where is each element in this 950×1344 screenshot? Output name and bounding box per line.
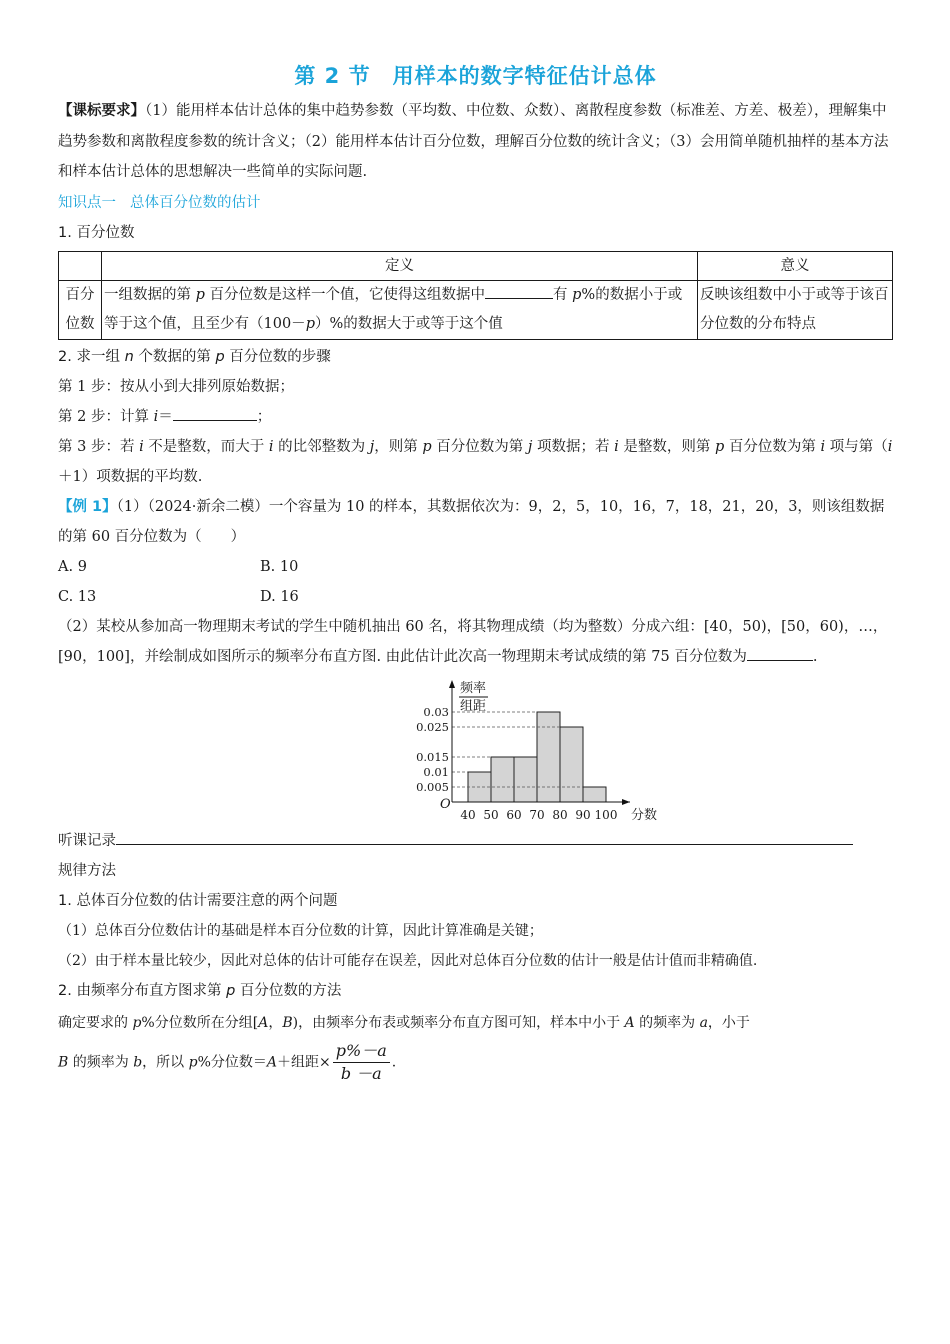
option-d[interactable]: D. 16 xyxy=(260,588,299,605)
options-row-1 xyxy=(58,552,893,582)
knowledge-point-label: 知识点一 xyxy=(58,194,116,211)
var-p: p xyxy=(226,982,236,999)
notes-line xyxy=(58,826,893,856)
step-text: ＋1）项数据的平均数. xyxy=(58,468,203,485)
formula-text: . xyxy=(391,1054,397,1070)
def-text: %的数据小于或等于这个值，且至少有（100－ xyxy=(104,286,683,332)
histogram-bar-[60,70) xyxy=(514,757,537,802)
heading-text: 百分位数的方法 xyxy=(235,982,342,999)
var-j: j xyxy=(369,438,375,455)
steps-heading xyxy=(58,342,893,372)
step-text: 是整数，则第 xyxy=(618,438,715,455)
formula-text: ＋组距× xyxy=(277,1054,331,1070)
var-p: p xyxy=(215,348,225,365)
var-a: a xyxy=(699,1014,708,1031)
table-definition-cell xyxy=(102,280,698,339)
y-axis-label-bottom: 组距 xyxy=(460,698,487,714)
step-text: ＝ xyxy=(158,408,173,425)
x-tick-label: 40 xyxy=(460,807,476,822)
x-tick-label: 100 xyxy=(594,807,618,822)
step-text: ，则第 xyxy=(374,438,423,455)
table-row-label: 百分位数 xyxy=(59,280,102,339)
question-text: （2）某校从参加高一物理期末考试的学生中随机抽出 60 名，将其物理成绩（均为整数）分成六组：[40，50)，[50，60)，…，[90，100]，并绘制成如图所示的频率分布直方图. 由此估计此次高一物理期末考试成绩的第 75 百分位数为 xyxy=(58,618,888,665)
step-text: 第 2 步：计算 xyxy=(58,408,154,425)
var-A: A xyxy=(258,1014,269,1031)
y-axis-label-top: 频率 xyxy=(460,680,487,696)
histogram-bar-[70,80) xyxy=(537,712,560,802)
x-tick-label: 70 xyxy=(529,807,545,822)
var-A: A xyxy=(266,1054,278,1070)
histogram-bar-[50,60) xyxy=(491,757,514,802)
step-text: ； xyxy=(256,408,272,425)
step-2 xyxy=(58,402,893,432)
var-n: n xyxy=(124,348,134,365)
var-p: p xyxy=(132,1014,142,1031)
var-p: p xyxy=(188,1054,198,1070)
x-axis-arrow-icon xyxy=(622,799,630,805)
table-header-meaning: 意义 xyxy=(698,251,893,280)
step-text: 百分位数为第 xyxy=(724,438,821,455)
method-2-heading xyxy=(58,976,893,1006)
step-text: 的比邻整数为 xyxy=(273,438,370,455)
def-text: ）%的数据大于或等于这个值 xyxy=(314,315,503,332)
method-1-point-1: （1）总体百分位数估计的基础是样本百分位数的计算，因此计算准确是关键； xyxy=(58,922,543,939)
formula-fraction xyxy=(333,1040,390,1085)
var-A: A xyxy=(624,1014,635,1031)
formula-text: 的频率为 xyxy=(634,1014,700,1031)
knowledge-point-title: 总体百分位数的估计 xyxy=(130,194,261,211)
notes-blank[interactable] xyxy=(116,830,853,845)
table-meaning-cell: 反映该组数中小于或等于该百分位数的分布特点 xyxy=(698,280,893,339)
heading-text: 2. 由频率分布直方图求第 xyxy=(58,982,227,999)
origin-label: O xyxy=(440,796,451,812)
var-i: i xyxy=(887,438,893,455)
var-B: B xyxy=(282,1014,293,1031)
fraction-denominator: b －a xyxy=(340,1063,382,1083)
histogram-bar-[90,100] xyxy=(583,787,606,802)
y-tick-label: 0.015 xyxy=(416,749,449,764)
formula-text: 确定要求的 xyxy=(58,1014,133,1031)
var-i: i xyxy=(820,438,826,455)
step-text: 项与第（ xyxy=(825,438,888,455)
var-i: i xyxy=(268,438,274,455)
question-text: . xyxy=(812,648,818,665)
page xyxy=(58,60,893,1085)
page-title xyxy=(58,60,893,90)
def-text: 百分位数是这样一个值，它使得这组数据中 xyxy=(204,286,486,303)
step-text: 项数据；若 xyxy=(532,438,615,455)
var-p: p xyxy=(195,286,205,303)
x-tick-label: 50 xyxy=(483,807,499,822)
frequency-histogram xyxy=(58,676,893,826)
example-1-question-1 xyxy=(58,492,893,552)
var-p: p xyxy=(714,438,725,455)
def-text: 一组数据的第 xyxy=(104,286,196,303)
var-j: j xyxy=(527,438,533,455)
fraction-numerator: p%－a xyxy=(333,1040,390,1063)
step-text: 不是整数，而大于 xyxy=(143,438,269,455)
example-label: 【例 1】 xyxy=(58,498,117,515)
percentile-definition-table xyxy=(58,251,893,340)
histogram-svg xyxy=(358,676,678,824)
table-corner-cell xyxy=(59,251,102,280)
method-1-heading: 1. 总体百分位数的估计需要注意的两个问题 xyxy=(58,892,338,909)
answer-blank[interactable] xyxy=(173,406,257,421)
x-tick-label: 80 xyxy=(552,807,568,822)
heading-text: 百分位数的步骤 xyxy=(224,348,331,365)
y-axis-arrow-icon xyxy=(449,680,455,688)
section-title: 用样本的数字特征估计总体 xyxy=(392,64,657,88)
formula-text: ， xyxy=(268,1014,283,1031)
methods-heading: 规律方法 xyxy=(58,862,116,879)
var-b: b xyxy=(133,1054,143,1070)
knowledge-point-heading xyxy=(58,188,893,218)
def-text: 有 xyxy=(553,286,573,303)
answer-blank[interactable] xyxy=(747,646,813,661)
var-i: i xyxy=(614,438,619,455)
heading-text: 个数据的第 xyxy=(133,348,216,365)
x-axis-label: 分数 xyxy=(630,807,658,823)
example-1-question-2 xyxy=(58,612,893,672)
section-number: 第 2 节 xyxy=(294,64,371,88)
x-tick-label: 90 xyxy=(575,807,591,822)
histogram-bar-[80,90) xyxy=(560,727,583,802)
formula-text: 的频率为 xyxy=(68,1054,134,1070)
var-i: i xyxy=(139,438,144,455)
var-B: B xyxy=(58,1054,69,1070)
formula-text: ，所以 xyxy=(142,1054,189,1070)
options-row-2 xyxy=(58,582,893,612)
y-tick-label: 0.025 xyxy=(416,719,449,734)
formula-text: )，由频率分布表或频率分布直方图可知，样本中小于 xyxy=(292,1014,625,1031)
x-tick-label: 60 xyxy=(506,807,522,822)
step-1: 第 1 步：按从小到大排列原始数据； xyxy=(58,378,294,395)
formula-text: %分位数所在分组[ xyxy=(141,1014,259,1031)
option-c[interactable]: C. 13 xyxy=(58,588,97,605)
notes-label: 听课记录 xyxy=(58,832,116,849)
formula-text: %分位数＝ xyxy=(197,1054,267,1070)
option-a[interactable]: A. 9 xyxy=(58,558,87,575)
var-i: i xyxy=(153,408,159,425)
answer-blank[interactable] xyxy=(485,284,553,299)
table-header-definition: 定义 xyxy=(102,251,698,280)
requirements-text: （1）能用样本估计总体的集中趋势参数（平均数、中位数、众数）、离散程度参数（标准差、方差、极差），理解集中趋势参数和离散程度参数的统计含义；（2）能用样本估计百分位数，理解百分位数的统计含义；（3）会用简单随机抽样的基本方法和样本估计总体的思想解决一些简单的实际问题. xyxy=(58,103,889,180)
method-1-point-2: （2）由于样本量比较少，因此对总体的估计可能存在误差，因此对总体百分位数的估计一般是估计值而非精确值. xyxy=(58,952,758,969)
y-tick-label: 0.03 xyxy=(423,704,449,719)
y-tick-label: 0.005 xyxy=(416,779,449,794)
curriculum-requirements xyxy=(58,96,893,188)
formula-text: ，小于 xyxy=(707,1014,750,1031)
y-tick-label: 0.01 xyxy=(423,764,449,779)
step-text: 第 3 步：若 xyxy=(58,438,140,455)
var-p: p xyxy=(572,286,582,303)
question-text: （1）（2024·新余二模）一个容量为 10 的样本，其数据依次为：9，2，5，10，16，7，18，21，20，3，则该组数据的第 60 百分位数为（ ） xyxy=(58,498,885,545)
step-text: 百分位数为第 xyxy=(431,438,528,455)
heading-text: 2. 求一组 xyxy=(58,348,125,365)
step-3 xyxy=(58,432,893,492)
requirements-label: 【课标要求】 xyxy=(58,103,145,119)
option-b[interactable]: B. 10 xyxy=(260,558,299,575)
var-p: p xyxy=(305,315,315,332)
method-2-formula xyxy=(58,1006,893,1085)
var-p: p xyxy=(422,438,432,455)
percentile-heading: 1. 百分位数 xyxy=(58,224,135,241)
